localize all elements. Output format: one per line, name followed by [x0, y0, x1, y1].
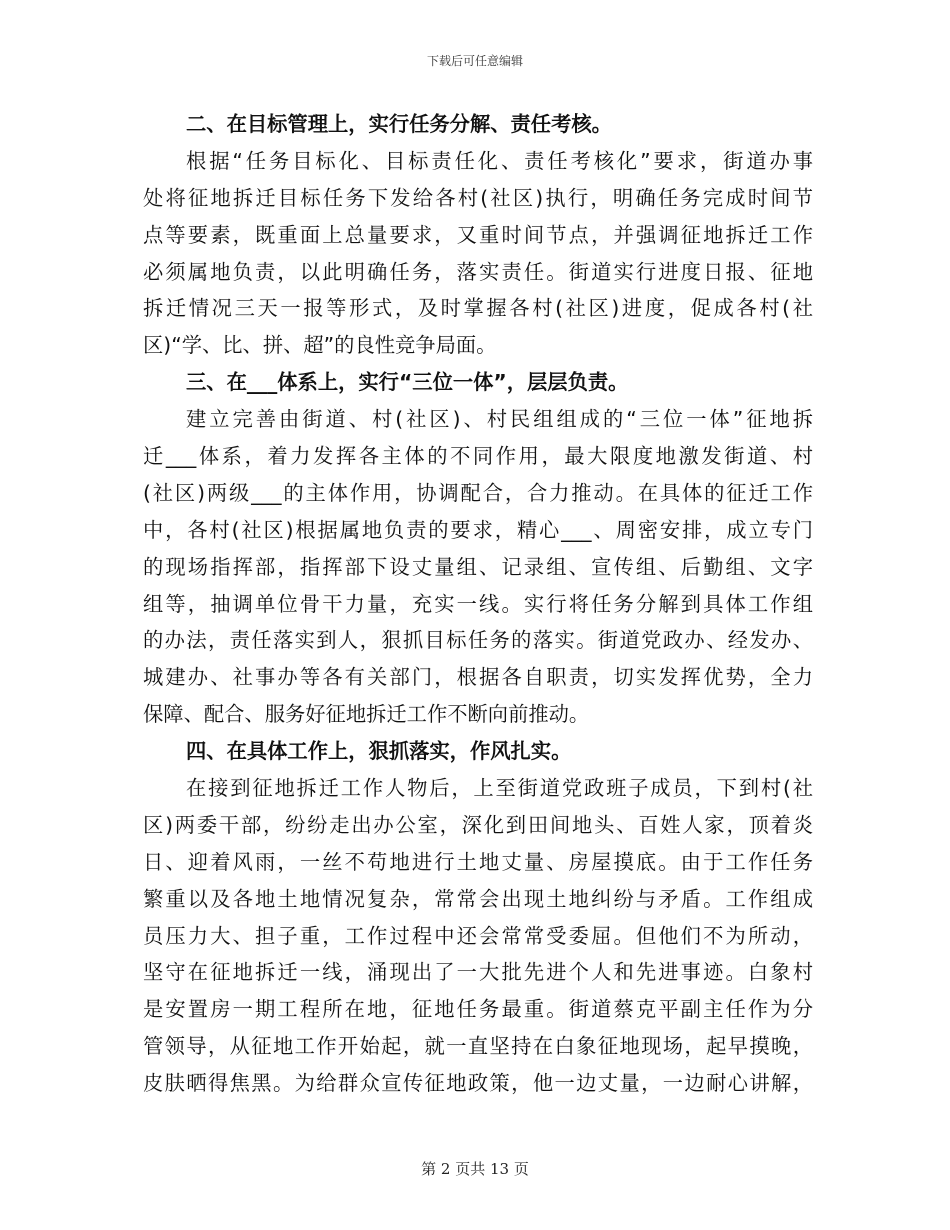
paragraph-line: 皮肤晒得焦黑。为给群众宣传征地政策，他一边丈量，一边耐心讲解， [143, 1071, 813, 1096]
paragraph-line: 组等，抽调单位骨干力量，充实一线。实行将任务分解到具体工作组 [143, 591, 813, 616]
paragraph-line: 是安置房一期工程所在地，征地任务最重。街道蔡克平副主任作为分 [143, 997, 813, 1022]
paragraph-line: 建立完善由街道、村(社区)、村民组组成的“三位一体”征地拆 [186, 407, 813, 432]
paragraph-line: (社区)两级___的主体作用，协调配合，合力推动。在具体的征迁工作 [143, 480, 813, 505]
paragraph-line: 日、迎着风雨，一丝不苟地进行土地丈量、房屋摸底。由于工作任务 [143, 849, 813, 874]
paragraph-line: 保障、配合、服务好征地拆迁工作不断向前推动。 [143, 702, 590, 727]
paragraph-line: 迁___体系，着力发挥各主体的不同作用，最大限度地激发街道、村 [143, 444, 813, 469]
section-heading-3: 三、在___体系上，实行“三位一体”，层层负责。 [186, 370, 629, 395]
paragraph-line: 必须属地负责，以此明确任务，落实责任。街道实行进度日报、征地 [143, 259, 813, 284]
paragraph-line: 员压力大、担子重，工作过程中还会常常受委屈。但他们不为所动， [143, 923, 813, 948]
paragraph-line: 处将征地拆迁目标任务下发给各村(社区)执行，明确任务完成时间节 [143, 185, 813, 210]
page-header: 下载后可任意编辑 [426, 54, 523, 68]
paragraph-line: 区)两委干部，纷纷走出办公室，深化到田间地头、百姓人家，顶着炎 [143, 812, 813, 837]
paragraph-line: 的现场指挥部，指挥部下设丈量组、记录组、宣传组、后勤组、文字 [143, 554, 813, 579]
page-number: 第 2 页共 13 页 [421, 1160, 529, 1178]
paragraph-line: 拆迁情况三天一报等形式，及时掌握各村(社区)进度，促成各村(社 [143, 296, 813, 321]
paragraph-line: 管领导，从征地工作开始起，就一直坚持在白象征地现场，起早摸晚， [143, 1034, 813, 1059]
paragraph-line: 在接到征地拆迁工作人物后，上至街道党政班子成员，下到村(社 [186, 776, 813, 801]
section-heading-2: 二、在目标管理上，实行任务分解、责任考核。 [186, 112, 612, 136]
paragraph-line: 根据“任务目标化、目标责任化、责任考核化”要求，街道办事 [186, 148, 813, 173]
paragraph-line: 区)“学、比、拼、超”的良性竞争局面。 [143, 333, 497, 358]
paragraph-line: 中，各村(社区)根据属地负责的要求，精心___、周密安排，成立专门 [143, 517, 813, 542]
paragraph-line: 城建办、社事办等各有关部门，根据各自职责，切实发挥优势，全力 [143, 665, 813, 690]
paragraph-line: 繁重以及各地土地情况复杂，常常会出现土地纠纷与矛盾。工作组成 [143, 886, 813, 911]
paragraph-line: 坚守在征地拆迁一线，涌现出了一大批先进个人和先进事迹。白象村 [143, 960, 813, 985]
section-heading-4: 四、在具体工作上，狠抓落实，作风扎实。 [186, 739, 572, 764]
document-body [143, 106, 813, 1102]
paragraph-line: 的办法，责任落实到人，狠抓目标任务的落实。街道党政办、经发办、 [143, 628, 813, 653]
paragraph-line: 点等要素，既重面上总量要求，又重时间节点，并强调征地拆迁工作 [143, 222, 813, 247]
